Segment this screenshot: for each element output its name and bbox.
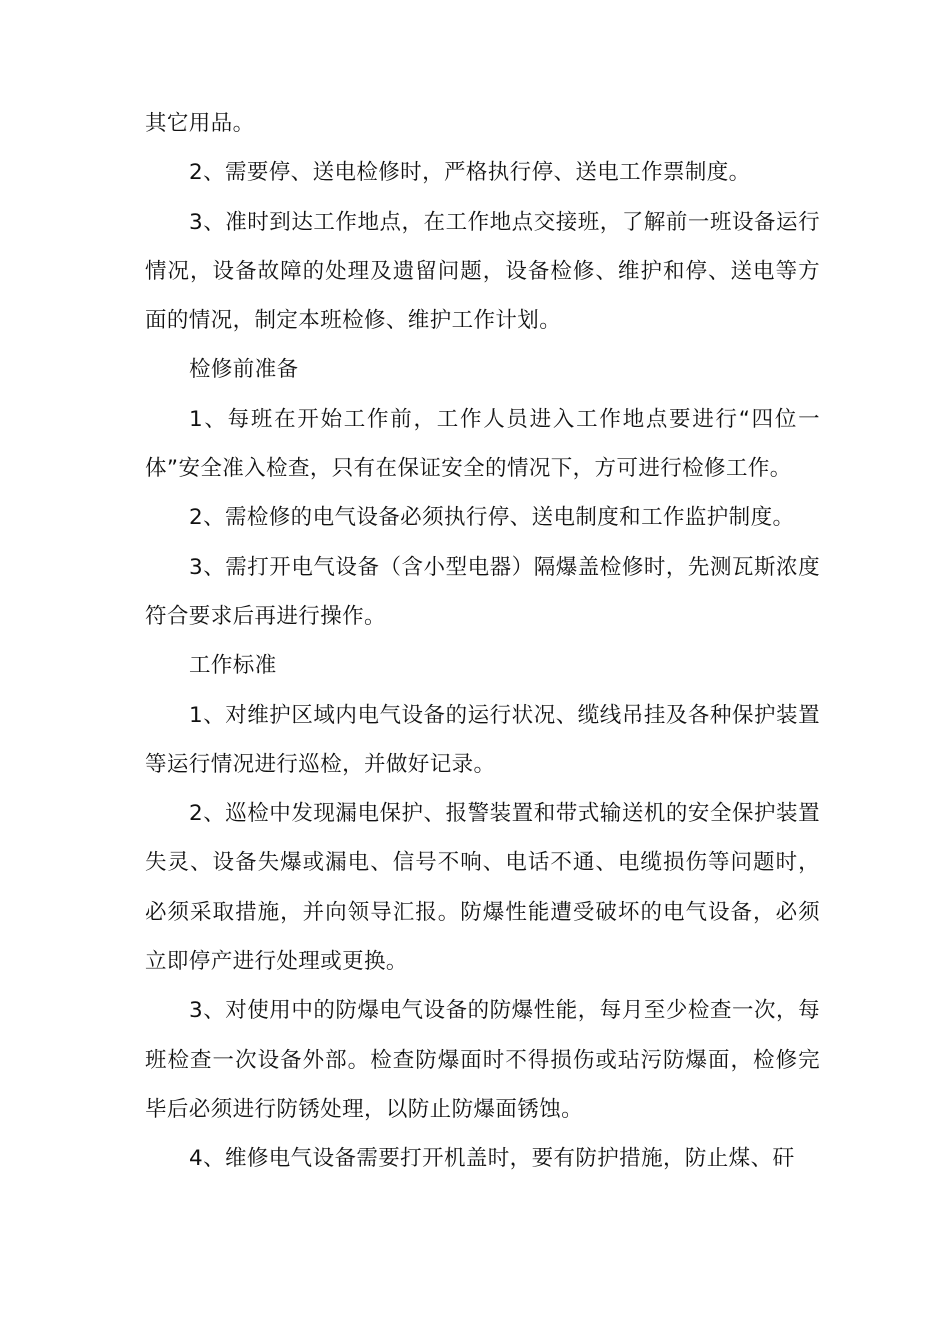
paragraph-standard-1: 1、对维护区域内电气设备的运行状况、缆线吊挂及各种保护装置等运行情况进行巡检，并做好记录。 [145,702,820,777]
paragraph-prep-2: 2、需检修的电气设备必须执行停、送电制度和工作监护制度。 [189,505,795,531]
paragraph-item-3: 3、准时到达工作地点，在工作地点交接班，了解前一班设备运行情况，设备故障的处理及遗留问题，设备检修、维护和停、送电等方面的情况，制定本班检修、维护工作计划。 [145,209,820,334]
paragraph-standard-3: 3、对使用中的防爆电气设备的防爆性能，每月至少检查一次，每班检查一次设备外部。检查防爆面时不得损伤或玷污防爆面，检修完毕后必须进行防锈处理，以防止防爆面锈蚀。 [145,998,820,1122]
paragraph-prep-3: 3、需打开电气设备（含小型电器）隔爆盖检修时，先测瓦斯浓度符合要求后再进行操作。 [145,554,820,629]
paragraph-prep-1: 1、每班在开始工作前，工作人员进入工作地点要进行“四位一体”安全准入检查，只有在保证安全的情况下，方可进行检修工作。 [145,406,820,482]
section-heading-prep: 检修前准备 [189,357,299,383]
section-heading-standard: 工作标准 [189,653,277,679]
paragraph-item-2: 2、需要停、送电检修时，严格执行停、送电工作票制度。 [189,160,751,186]
paragraph-continuation: 其它用品。 [145,111,255,136]
document-body [145,99,820,1184]
paragraph-standard-4: 4、维修电气设备需要打开机盖时，要有防护措施，防止煤、矸 [189,1146,795,1172]
paragraph-standard-2: 2、巡检中发现漏电保护、报警装置和带式输送机的安全保护装置失灵、设备失爆或漏电、信号不响、电话不通、电缆损伤等问题时，必须采取措施，并向领导汇报。防爆性能遭受破坏的电气设备，必须立即停产进行处理或更换。 [145,801,820,975]
